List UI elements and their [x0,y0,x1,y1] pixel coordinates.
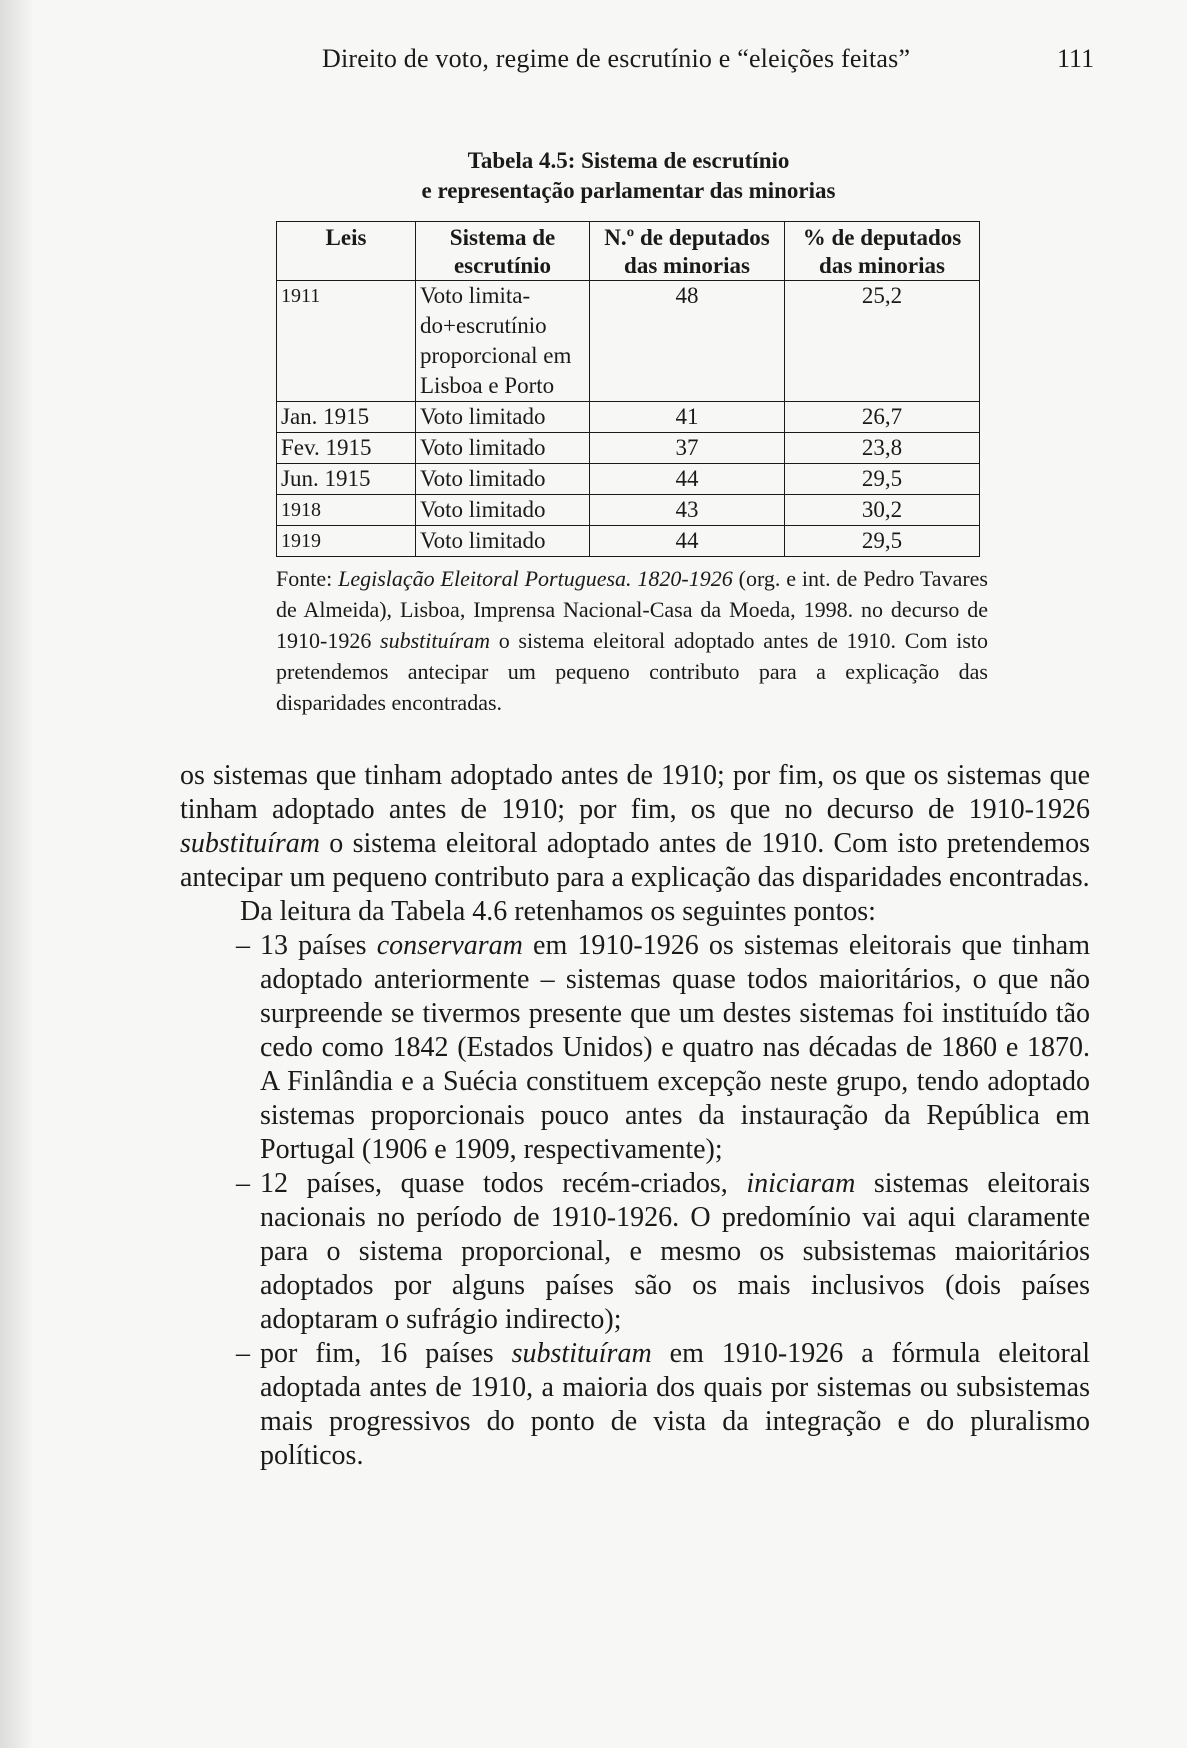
table-header-row [277,222,980,281]
cell-pct: 25,2 [785,281,980,402]
minorities-table [276,221,980,557]
cell-n: 48 [590,281,785,402]
table-row [277,526,980,557]
cell-lei: 1911 [277,281,416,402]
table-row [277,402,980,433]
cell-sistema: Voto limitado [416,433,590,464]
cell-n: 43 [590,495,785,526]
cell-lei: 1919 [277,526,416,557]
cell-pct: 29,5 [785,464,980,495]
cell-sistema: Voto limitado [416,402,590,433]
list-dash: – [236,1168,250,1199]
header-sistema: Sistema de escrutínio [416,222,590,281]
body-text [180,759,1090,1473]
table-row [277,281,980,402]
paragraph: os sistemas que tinham adoptado antes de 1910; por fim, os que os sistemas que tinham adoptado antes de 1910; por fim, os que no decurso de 1910-1926 substituíram o sistema eleitoral adoptado antes de 1910. Com isto pretendemos antecipar um pequeno contributo para a explicação das disparidades encontradas. [180,760,1090,893]
cell-sistema: Voto limitado [416,526,590,557]
cell-sistema: Voto limitado [416,464,590,495]
table-row [277,464,980,495]
table-title-line-1: Tabela 4.5: Sistema de escrutínio [467,148,790,173]
list-item: – 12 países, quase todos recém-criados, iniciaram sistemas eleitorais nacionais no período de 1910-1926. O predomínio vai aqui claramente para o sistema proporcional, e mesmo os subsistemas maioritários adoptados por alguns países são os mais inclusivos (dois países adoptaram o sufrágio indirecto); [236,1168,1090,1335]
cell-pct: 29,5 [785,526,980,557]
table-row [277,433,980,464]
cell-lei: 1918 [277,495,416,526]
list-dash: – [236,930,250,961]
table-title-line-2: e representação parlamentar das minorias [421,178,836,203]
list-item: – por fim, 16 países substituíram em 1910-1926 a fórmula eleitoral adoptada antes de 1910, a maioria dos quais por sistemas ou subsistemas mais progressivos do ponto de vista da integração e do pluralismo políticos. [236,1338,1090,1471]
cell-pct: 26,7 [785,402,980,433]
cell-pct: 23,8 [785,433,980,464]
running-head: Direito de voto, regime de escrutínio e “eleições feitas” [322,44,911,73]
cell-lei: Fev. 1915 [277,433,416,464]
cell-n: 44 [590,464,785,495]
cell-n: 37 [590,433,785,464]
cell-lei: Jan. 1915 [277,402,416,433]
header-leis: Leis [277,222,416,281]
cell-lei: Jun. 1915 [277,464,416,495]
paragraph: Da leitura da Tabela 4.6 retenhamos os seguintes pontos: [240,896,876,927]
cell-sistema: Voto limita- do+escrutínio proporcional em Lisboa e Porto [416,281,590,402]
page-binding-shadow [0,0,34,1748]
page-number: 111 [1057,44,1095,73]
header-n-deputados: N.º de deputados das minorias [590,222,785,281]
table-title [0,146,1187,206]
list-dash: – [236,1338,250,1369]
cell-pct: 30,2 [785,495,980,526]
header-pct-deputados: % de deputados das minorias [785,222,980,281]
table-row [277,495,980,526]
cell-n: 41 [590,402,785,433]
list-item: – 13 países conservaram em 1910-1926 os sistemas eleitorais que tinham adoptado anteriormente – sistemas quase todos maioritários, o que não surpreende se tivermos presente que um destes sistemas foi instituído tão cedo como 1842 (Estados Unidos) e quatro nas décadas de 1860 e 1870. A Finlândia e a Suécia constituem excepção neste grupo, tendo adoptado sistemas proporcionais pouco antes da instauração da República em Portugal (1906 e 1909, respectivamente); [236,930,1090,1165]
cell-sistema: Voto limitado [416,495,590,526]
cell-n: 44 [590,526,785,557]
table-source-note: Fonte: Legislação Eleitoral Portuguesa. 1820-1926 (org. e int. de Pedro Tavares de Almeida), Lisboa, Imprensa Nacional-Casa da Moeda, 1998. no decurso de 1910-1926 substituíram o sistema eleitoral adoptado antes de 1910. Com isto pretendemos antecipar um pequeno contributo para a explicação das disparidades encontradas. [276,566,988,715]
